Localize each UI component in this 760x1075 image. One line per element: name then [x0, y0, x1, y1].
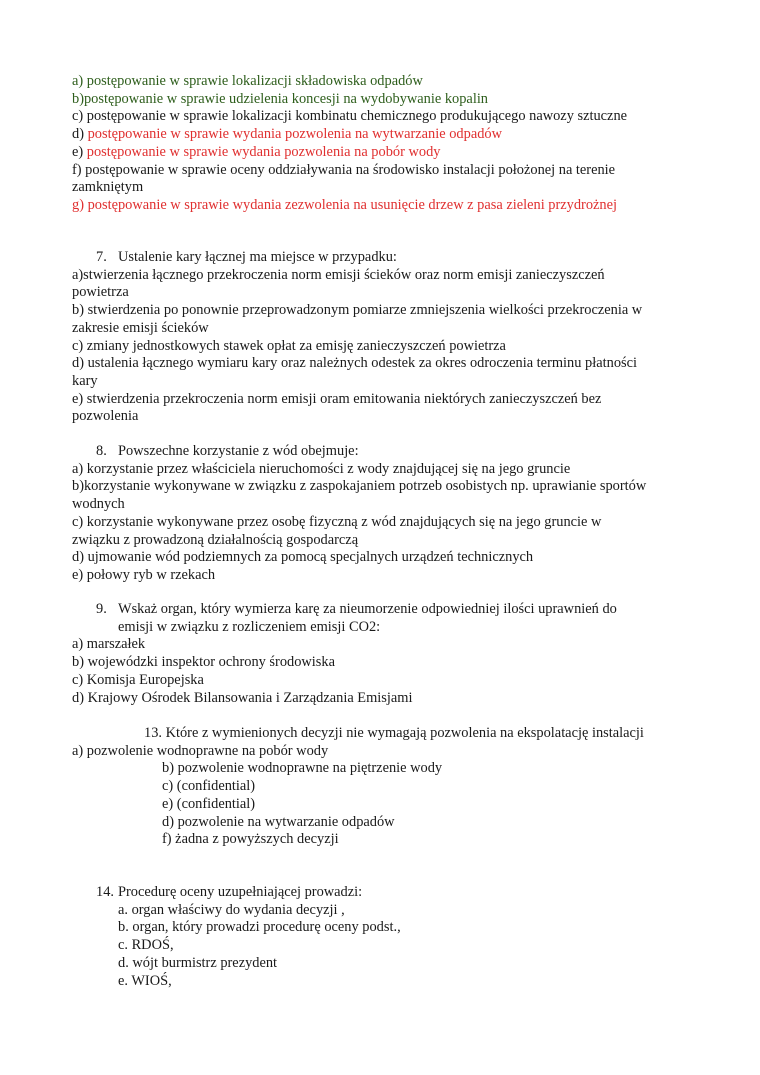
q14-option: a. organ właściwy do wydania decyzji ,	[118, 901, 345, 918]
question-14	[72, 884, 692, 990]
q8-line: związku z prowadzoną działalnością gospodarczą	[72, 531, 359, 548]
q7-line: a)stwierzenia łącznego przekroczenia norm emisji ścieków oraz norm emisji zanieczyszczeń	[72, 266, 605, 283]
q9-option: c) Komisja Europejska	[72, 671, 204, 688]
option-c: c) postępowanie w sprawie lokalizacji kombinatu chemicznego produkującego nawozy sztuczne	[72, 108, 628, 125]
question-9-text-cont: emisji w związku z rozliczeniem emisji CO2:	[118, 618, 381, 635]
question-9	[72, 601, 692, 707]
question-9-number: 9.	[96, 601, 107, 617]
option-f: f) postępowanie w sprawie oceny oddziaływania na środowisko instalacji położonej na terenie	[72, 161, 616, 178]
q7-line: pozwolenia	[72, 408, 139, 425]
q13-option: e) (confidential)	[162, 795, 256, 812]
question-8	[72, 443, 692, 585]
q9-option: a) marszałek	[72, 636, 146, 653]
q7-line: b) stwierdzenia po ponownie przeprowadzonym pomiarze zmniejszenia wielkości przekroczenia w	[72, 302, 643, 319]
q13-option: b) pozwolenie wodnoprawne na piętrzenie wody	[162, 760, 443, 777]
q13-option: d) pozwolenie na wytwarzanie odpadów	[162, 813, 395, 830]
q8-line: a) korzystanie przez właściciela nieruchomości z wody znajdującej się na jego gruncie	[72, 460, 571, 477]
option-a: a) postępowanie w sprawie lokalizacji składowiska odpadów	[72, 73, 423, 89]
question-8-text: Powszechne korzystanie z wód obejmuje:	[118, 443, 359, 459]
q8-line: c) korzystanie wykonywane przez osobę fizyczną z wód znajdujących się na jego gruncie w	[72, 513, 602, 530]
q13-option: f) żadna z powyższych decyzji	[162, 831, 339, 848]
q7-line: kary	[72, 372, 98, 389]
question-7-number: 7.	[96, 249, 107, 265]
option-g: g) postępowanie w sprawie wydania zezwolenia na usunięcie drzew z pasa zieleni przydrożnej	[72, 196, 618, 213]
q9-option: d) Krajowy Ośrodek Bilansowania i Zarządzania Emisjami	[72, 689, 413, 706]
question-8-number: 8.	[96, 443, 107, 459]
option-e-text: postępowanie w sprawie wydania pozwolenia na pobór wody	[86, 143, 441, 160]
question-7-text: Ustalenie kary łącznej ma miejsce w przypadku:	[118, 249, 397, 265]
question-13-title: 13. Które z wymienionych decyzji nie wymagają pozwolenia na ekspolatację instalacji	[144, 725, 644, 741]
question-14-text: Procedurę oceny uzupełniającej prowadzi:	[118, 884, 363, 900]
question-7-title	[72, 249, 692, 267]
q7-line: d) ustalenia łącznego wymiaru kary oraz należnych odestek za okres odroczenia terminu płatności	[72, 355, 637, 372]
q9-option: b) wojewódzki inspektor ochrony środowiska	[72, 654, 335, 671]
option-f-cont: zamkniętym	[72, 179, 144, 196]
option-d-prefix: d)	[72, 126, 88, 143]
q7-line: powietrza	[72, 284, 129, 301]
question-14-title	[72, 884, 692, 902]
q14-option: d. wójt burmistrz prezydent	[118, 954, 278, 971]
option-d	[72, 126, 692, 144]
q8-line: e) połowy ryb w rzekach	[72, 566, 216, 583]
option-e-prefix: e)	[72, 143, 87, 160]
question-7	[72, 249, 692, 426]
answer-block-top	[72, 73, 692, 215]
q8-line: b)korzystanie wykonywane w związku z zaspokajaniem potrzeb osobistych np. uprawianie sportów	[72, 478, 647, 495]
q14-option: e. WIOŚ,	[118, 972, 172, 989]
option-b: b)postępowanie w sprawie udzielenia koncesji na wydobywanie kopalin	[72, 90, 489, 107]
q8-line: d) ujmowanie wód podziemnych za pomocą specjalnych urządzeń technicznych	[72, 549, 534, 566]
q8-line: wodnych	[72, 496, 125, 513]
question-14-number: 14.	[96, 884, 114, 900]
question-8-title	[72, 443, 692, 461]
q7-line: e) stwierdzenia przekroczenia norm emisji oram emitowania niektórych zanieczyszczeń bez	[72, 390, 602, 407]
q7-line: c) zmiany jednostkowych stawek opłat za emisję zanieczyszczeń powietrza	[72, 337, 506, 354]
question-9-title	[72, 601, 692, 619]
q13-option: c) (confidential)	[162, 778, 256, 795]
q14-option: c. RDOŚ,	[118, 937, 174, 954]
question-13	[72, 725, 692, 849]
q7-line: zakresie emisji ścieków	[72, 319, 209, 336]
option-d-text: postępowanie w sprawie wydania pozwolenia na wytwarzanie odpadów	[87, 126, 502, 143]
question-9-text: Wskaż organ, który wymierza karę za nieumorzenie odpowiedniej ilości uprawnień do	[118, 601, 617, 617]
q14-option: b. organ, który prowadzi procedurę oceny podst.,	[118, 919, 401, 936]
option-e	[72, 144, 692, 162]
q13-option: a) pozwolenie wodnoprawne na pobór wody	[72, 742, 329, 759]
